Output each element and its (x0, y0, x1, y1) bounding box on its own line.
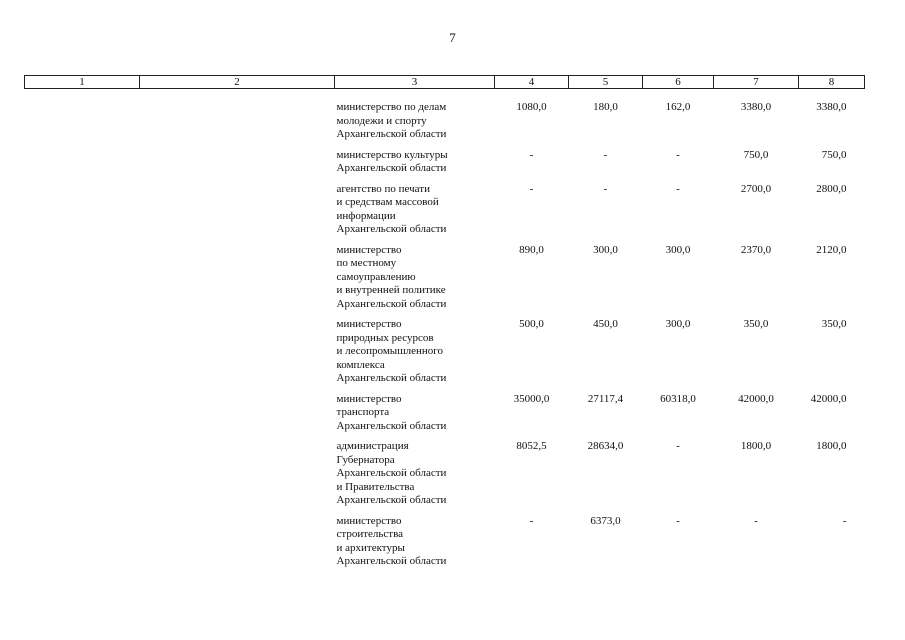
column-header-8: 8 (799, 76, 865, 89)
value-cell-col7: 2370,0 (740, 243, 772, 256)
value-cell-col8: 3380,0 (816, 101, 847, 113)
value-cell-col8: 2800,0 (816, 182, 847, 195)
column-header-4: 4 (495, 76, 569, 89)
table-row (25, 244, 865, 319)
column-header-1: 1 (25, 76, 140, 89)
value-cell-col5: - (603, 182, 608, 195)
value-cell-col4: 500,0 (519, 318, 544, 330)
empty-cell (140, 244, 335, 319)
value-cell-col5: 27117,4 (587, 392, 624, 405)
value-cell-col8: 350,0 (821, 318, 847, 330)
value-cell-col6: - (676, 148, 680, 161)
value-cell-col4: - (529, 182, 534, 195)
table-row (25, 318, 865, 393)
value-cell-col8: 42000,0 (810, 392, 847, 405)
empty-cell (25, 393, 140, 441)
empty-cell (25, 440, 140, 515)
value-cell-col7: 350,0 (743, 318, 769, 330)
empty-cell (140, 183, 335, 244)
value-cell-col5: - (603, 148, 608, 161)
column-header-2: 2 (140, 76, 335, 89)
empty-cell (140, 393, 335, 441)
empty-cell (140, 149, 335, 183)
empty-cell (140, 440, 335, 515)
organization-cell: министерство природных ресурсов и лесопромышленного комплекса Архангельской области (336, 318, 447, 384)
empty-cell (140, 318, 335, 393)
page-number: 7 (449, 30, 456, 45)
value-cell-col7: 1800,0 (740, 440, 772, 452)
value-cell-col4: - (529, 148, 534, 161)
column-header-6: 6 (643, 76, 714, 89)
budget-table (24, 75, 865, 576)
value-cell-col8: 2120,0 (816, 243, 847, 256)
empty-cell (25, 515, 140, 576)
value-cell-col7: 42000,0 (738, 392, 774, 405)
value-cell-col8: 1800,0 (816, 440, 847, 452)
organization-cell: министерство культуры Архангельской области (336, 148, 448, 174)
value-cell-col6: 300,0 (665, 243, 691, 256)
value-cell-col5: 6373,0 (590, 514, 621, 527)
table-row (25, 515, 865, 576)
value-cell-col7: - (754, 514, 758, 527)
value-cell-col4: - (529, 514, 534, 527)
table-row (25, 149, 865, 183)
value-cell-col6: 162,0 (665, 101, 691, 113)
organization-cell: министерство строительства и архитектуры Архангельской области (336, 514, 447, 567)
organization-cell: министерство по местному самоуправлению и внутренней политике Архангельской области (336, 243, 447, 310)
value-cell-col5: 28634,0 (587, 440, 624, 452)
column-header-3: 3 (335, 76, 495, 89)
value-cell-col4: 1080,0 (516, 101, 547, 113)
value-cell-col6: - (676, 514, 680, 527)
empty-cell (25, 149, 140, 183)
organization-cell: агентство по печати и средствам массовой информации Архангельской области (336, 182, 447, 235)
empty-cell (25, 89, 140, 149)
column-header-7: 7 (714, 76, 799, 89)
table-row (25, 89, 865, 149)
empty-cell (25, 318, 140, 393)
value-cell-col6: - (676, 182, 680, 195)
value-cell-col8: 750,0 (821, 148, 847, 161)
value-cell-col7: 2700,0 (740, 182, 772, 195)
column-number-header-row (25, 76, 865, 89)
table-row (25, 393, 865, 441)
column-header-5: 5 (569, 76, 643, 89)
value-cell-col4: 890,0 (519, 243, 544, 256)
table-row (25, 183, 865, 244)
empty-cell (25, 244, 140, 319)
value-cell-col7: 3380,0 (740, 101, 772, 113)
value-cell-col6: 60318,0 (660, 392, 696, 405)
value-cell-col7: 750,0 (743, 148, 769, 161)
empty-cell (140, 89, 335, 149)
value-cell-col8: - (842, 514, 847, 527)
table-row (25, 440, 865, 515)
empty-cell (25, 183, 140, 244)
value-cell-col5: 450,0 (593, 318, 618, 330)
value-cell-col6: - (676, 440, 680, 452)
value-cell-col5: 180,0 (593, 101, 618, 113)
value-cell-col6: 300,0 (665, 318, 691, 330)
organization-cell: министерство по делам молодежи и спорту Архангельской области (336, 101, 447, 140)
value-cell-col4: 8052,5 (516, 440, 547, 452)
organization-cell: администрация Губернатора Архангельской области и Правительства Архангельской области (336, 440, 447, 506)
value-cell-col5: 300,0 (593, 243, 618, 256)
empty-cell (140, 515, 335, 576)
value-cell-col4: 35000,0 (513, 392, 550, 405)
organization-cell: министерство транспорта Архангельской области (336, 392, 447, 432)
